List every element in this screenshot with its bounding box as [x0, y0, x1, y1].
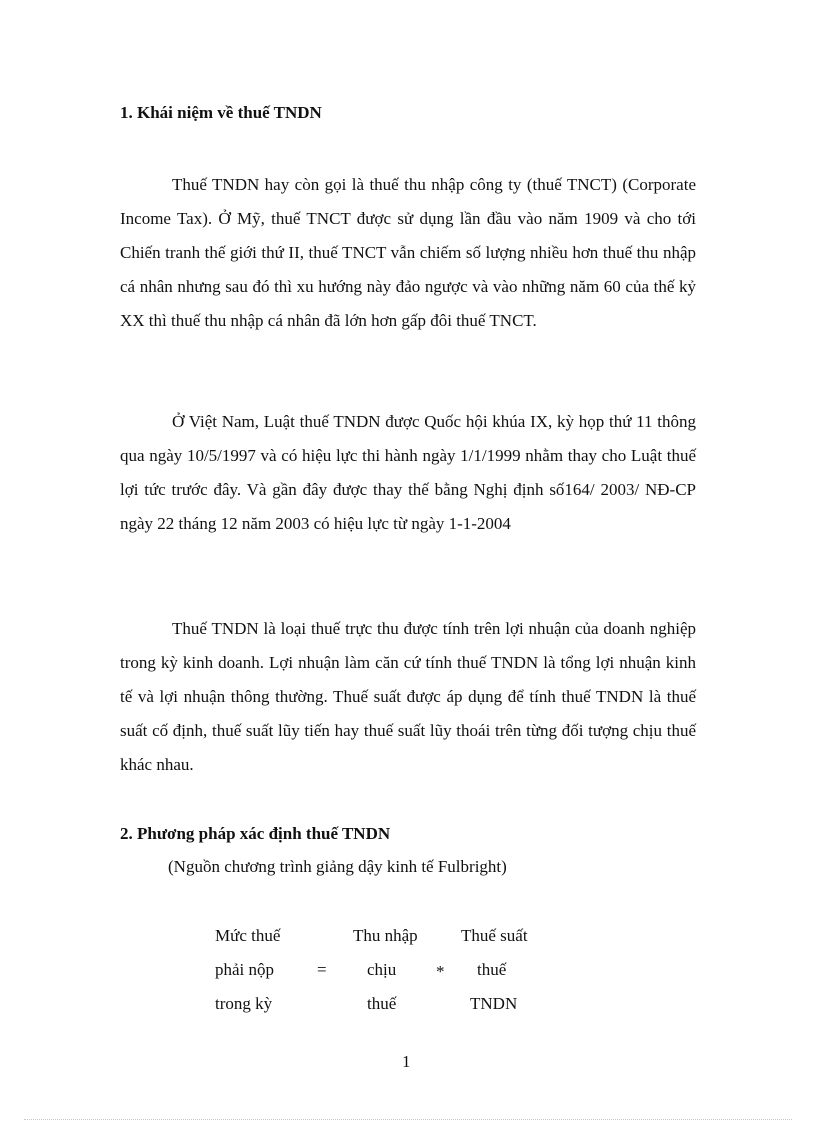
formula-term-2-line-3: thuế: [367, 994, 397, 1013]
formula-term-3-line-3: TNDN: [470, 994, 518, 1013]
source-note: (Nguồn chương trình giảng dậy kinh tế Fulbright): [168, 857, 507, 876]
paragraph-2: Ở Việt Nam, Luật thuế TNDN được Quốc hội khúa IX, kỳ họp thứ 11 thông qua ngày 10/5/1997 và có hiệu lực thi hành ngày 1/1/1999 nhằm thay cho Luật thuế lợi tức trước đây. Và gần đây được thay thế bằng Nghị định số164/ 2003/ NĐ-CP ngày 22 tháng 12 năm 2003 có hiệu lực từ ngày 1-1-2004: [120, 412, 696, 533]
formula-term-2-line-2: chịu: [367, 960, 397, 979]
formula-term-1-line-3: trong kỳ: [215, 994, 273, 1013]
paragraph-1: Thuế TNDN hay còn gọi là thuế thu nhập công ty (thuế TNCT) (Corporate Income Tax). Ở Mỹ, thuế TNCT được sử dụng lần đầu vào năm 1909 và cho tới Chiến tranh thế giới thứ II, thuế TNCT vẫn chiếm số lượng nhiều hơn thuế thu nhập cá nhân nhưng sau đó thì xu hướng này đảo ngược và vào những năm 60 của thế kỷ XX thì thuế thu nhập cá nhân đã lớn hơn gấp đôi thuế TNCT.: [120, 175, 696, 330]
paragraph-3: Thuế TNDN là loại thuế trực thu được tính trên lợi nhuận của doanh nghiệp trong kỳ kinh doanh. Lợi nhuận làm căn cứ tính thuế TNDN là tổng lợi nhuận kinh tế và lợi nhuận thông thường. Thuế suất được áp dụng để tính thuế TNDN là thuế suất cố định, thuế suất lũy tiến hay thuế suất lũy thoái trên từng đối tượng chịu thuế khác nhau.: [120, 619, 696, 774]
section-2-heading: 2. Phương pháp xác định thuế TNDN: [120, 824, 391, 843]
page-break-divider: [24, 1119, 792, 1120]
formula-equals-sign: =: [317, 960, 327, 979]
formula-multiply-sign: *: [436, 962, 445, 981]
page-number: 1: [402, 1052, 411, 1071]
formula-term-1-line-1: Mức thuế: [215, 926, 281, 945]
formula-term-1-line-2: phải nộp: [215, 960, 275, 979]
formula-term-3-line-2: thuế: [477, 960, 507, 979]
formula-term-2-line-1: Thu nhập: [353, 926, 418, 945]
formula-term-3-line-1: Thuế suất: [461, 926, 528, 945]
section-1-heading: 1. Khái niệm về thuế TNDN: [120, 103, 322, 122]
